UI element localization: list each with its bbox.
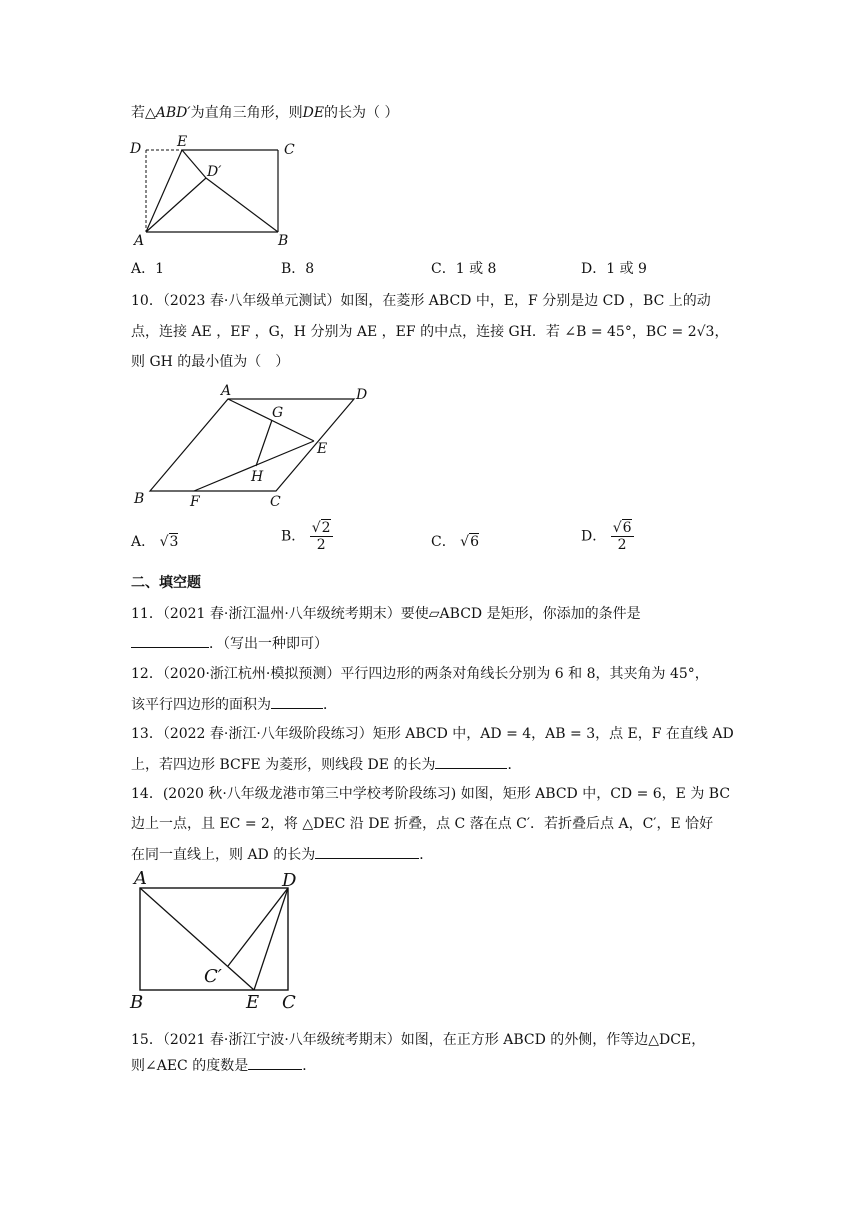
q10-label-a: A [221, 383, 232, 399]
q9-label-b: B [278, 233, 289, 248]
q9-edge-adp [146, 178, 206, 232]
q9-figure [126, 132, 316, 248]
q9-edge-edp [182, 150, 206, 178]
q15-answer-blank[interactable] [248, 1055, 302, 1070]
q15-line2: 则∠AEC 的度数是 ． [131, 1055, 316, 1076]
q9-option-c[interactable]: C．1 或 8 [431, 261, 497, 277]
q11-line1: 11．（2021 春·浙江温州·八年级统考期末）要使▱ABCD 是矩形，你添加的条件是 [131, 606, 641, 622]
q14-line3: 在同一直线上，则 AD 的长为 ． [131, 844, 433, 865]
q14-label-a: A [134, 868, 147, 889]
q14-seg-de [254, 888, 288, 990]
q10-label-b: B [134, 491, 145, 507]
q10-label-h: H [251, 469, 264, 485]
q10-option-b[interactable]: B． $\frac{√2}{2}$ [281, 520, 331, 553]
q9-label-a: A [134, 233, 145, 248]
q13-answer-blank[interactable] [435, 754, 507, 769]
q14-label-cprime: C′ [204, 966, 222, 987]
q9-label-d: D [130, 141, 142, 157]
q9-option-a[interactable]: A．1 [131, 261, 165, 277]
q14-seg-ae [140, 888, 254, 990]
q15-line1: 15．（2021 春·浙江宁波·八年级统考期末）如图，在正方形 ABCD 的外侧，作等边△DCE， [131, 1032, 706, 1048]
q14-label-b: B [130, 992, 144, 1012]
q9-option-d[interactable]: D．1 或 9 [581, 261, 647, 277]
q9-label-c: C [284, 142, 295, 158]
q9-stem: 若△ABD′为直角三角形，则DE的长为（ ） [131, 105, 399, 121]
q14-answer-blank[interactable] [315, 844, 419, 859]
q10-seg-ae [228, 399, 314, 441]
q9-option-b[interactable]: B．8 [281, 261, 315, 277]
q13-line2: 上，若四边形 BCFE 为菱形，则线段 DE 的长为 ． [131, 754, 521, 775]
q14-figure [126, 866, 316, 1012]
q10-figure [126, 381, 386, 511]
q10-label-g: G [272, 405, 284, 421]
q14-line1: 14．(2020 秋·八年级龙港市第三中学校考阶段练习) 如图，矩形 ABCD 中，CD = 6，E 为 BC [131, 786, 731, 802]
q9-label-e: E [177, 134, 188, 150]
q9-edge-dpb [206, 178, 278, 232]
q12-line2: 该平行四边形的面积为 ． [131, 694, 337, 715]
q14-line2: 边上一点，且 EC = 2，将 △DEC 沿 DE 折叠，点 C 落在点 C′．若折叠后点 A，C′，E 恰好 [131, 816, 714, 832]
q10-option-c[interactable]: C． √6 [431, 534, 480, 550]
q10-label-e: E [317, 441, 328, 457]
q10-option-d[interactable]: D． $\frac{√6}{2}$ [581, 520, 632, 553]
q10-option-a[interactable]: A． √3 [131, 534, 179, 550]
q10-label-f: F [190, 494, 200, 510]
q10-label-d: D [356, 387, 368, 403]
q9-edge-ae [146, 150, 182, 232]
q13-line1: 13．（2022 春·浙江·八年级阶段练习）矩形 ABCD 中，AD = 4，AB = 3，点 E，F 在直线 AD [131, 726, 734, 742]
q10-line3: 则 GH 的最小值为（ ） [131, 354, 290, 370]
q14-label-e: E [246, 992, 260, 1012]
q10-line1: 10．（2023 春·八年级单元测试）如图，在菱形 ABCD 中，E，F 分别是边 CD ，BC 上的动 [131, 293, 711, 309]
q12-answer-blank[interactable] [271, 694, 323, 709]
q11-line2: ．（写出一种即可） [131, 633, 328, 654]
q10-label-c: C [270, 494, 281, 510]
q10-line2: 点，连接 AE ，EF ，G，H 分别为 AE ，EF 的中点，连接 GH．若 ∠B = 45°，BC = 2√3， [131, 324, 729, 340]
q9-label-dprime: D′ [207, 164, 222, 180]
q12-line1: 12．（2020·浙江杭州·模拟预测）平行四边形的两条对角线长分别为 6 和 8，其夹角为 45°， [131, 666, 709, 682]
q14-seg-dcp [228, 888, 288, 966]
q14-label-c: C [282, 992, 296, 1012]
q14-label-d: D [282, 870, 297, 891]
section-heading-fill-in: 二、填空题 [131, 575, 201, 591]
q11-answer-blank[interactable] [131, 633, 209, 648]
